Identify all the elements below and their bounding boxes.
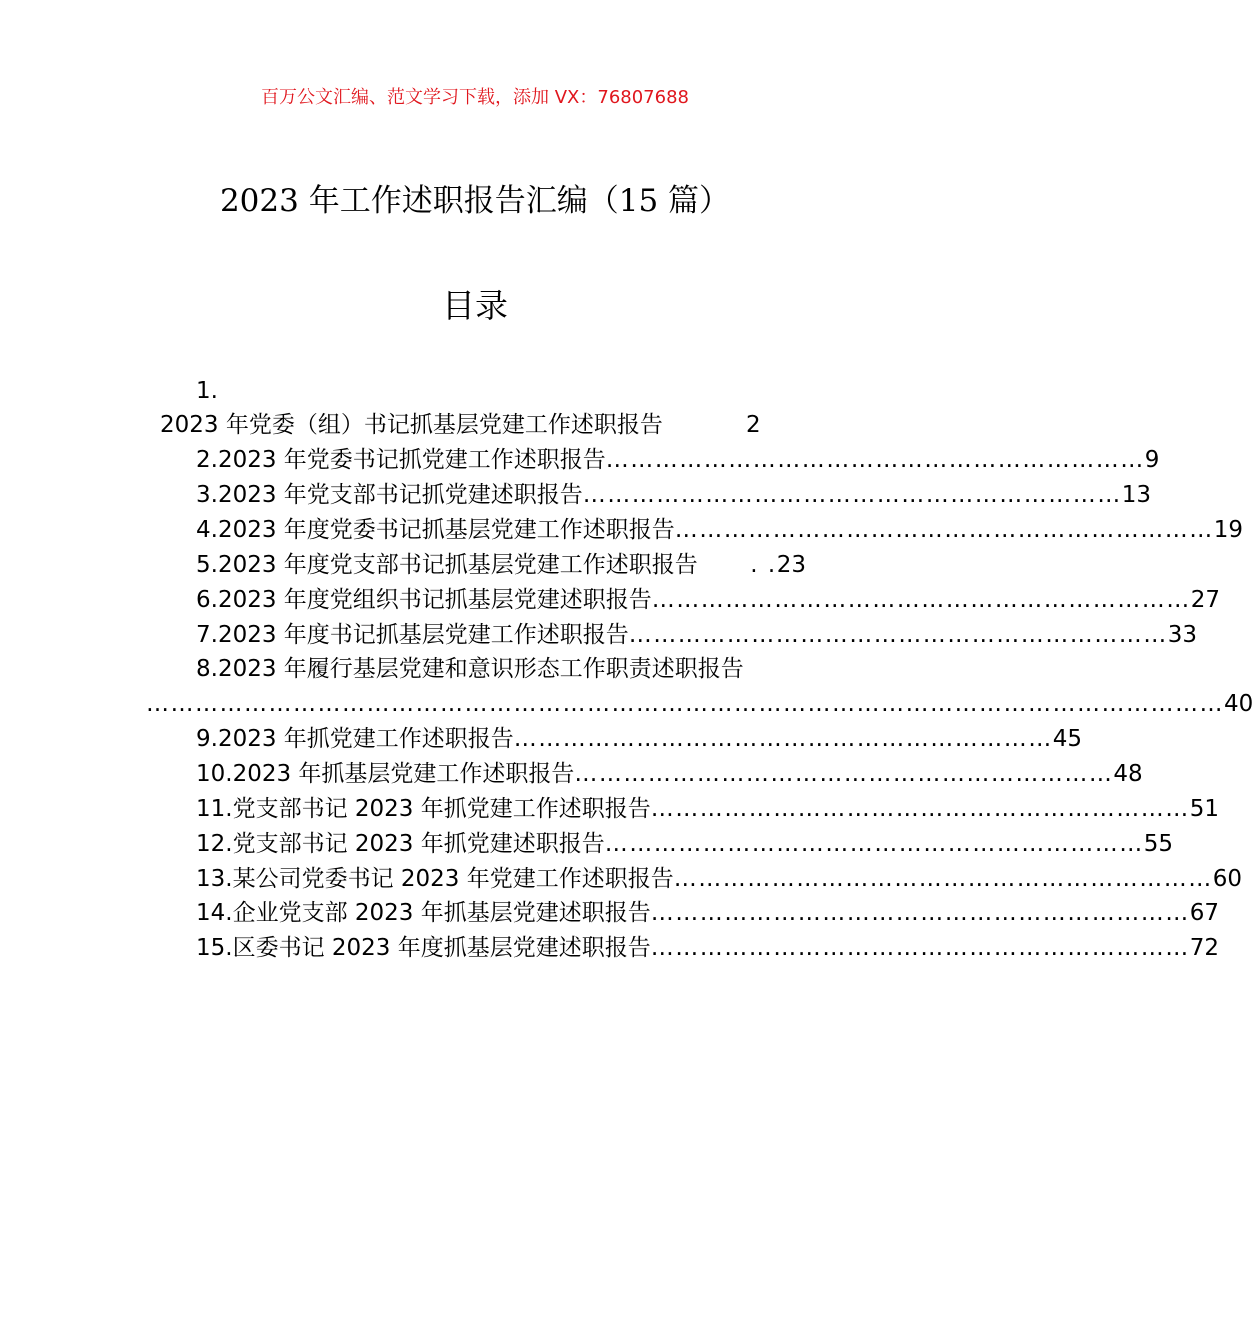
toc-entry-1-page[interactable]: 2 bbox=[746, 412, 761, 438]
toc-entry-page: 67 bbox=[1189, 900, 1220, 926]
toc-entry-title: 5.2023 年度党支部书记抓基层党建工作述职报告 bbox=[196, 552, 698, 578]
toc-heading: 目录 bbox=[442, 286, 508, 325]
toc-leader-dots: ………………………………………………………… bbox=[650, 796, 1190, 822]
toc-leader-dots: ………………………………………………………… bbox=[574, 761, 1114, 787]
toc-entry[interactable] bbox=[196, 759, 1143, 789]
toc-entry-title: 6.2023 年度党组织书记抓基层党建述职报告 bbox=[196, 587, 652, 613]
toc-leader-dots: ………………………………………………………… bbox=[604, 831, 1144, 857]
toc-entry[interactable] bbox=[196, 864, 1243, 894]
toc-leader-dots: ………………………………………………………… bbox=[673, 866, 1213, 892]
toc-entry-title: 14.企业党支部 2023 年抓基层党建述职报告 bbox=[196, 900, 651, 926]
toc-entry[interactable] bbox=[196, 898, 1220, 928]
toc-entry-page: 33 bbox=[1167, 622, 1198, 648]
toc-leader-dots: ………………………………………………………… bbox=[650, 900, 1190, 926]
toc-entry-page: 72 bbox=[1189, 935, 1220, 961]
toc-entry-page: 9 bbox=[1144, 447, 1160, 473]
toc-leader-dots: . . bbox=[750, 552, 777, 578]
toc-leader-dots: ………………………………………………………… bbox=[674, 517, 1214, 543]
toc-entry-page: 51 bbox=[1189, 796, 1220, 822]
toc-entry-page: 60 bbox=[1212, 866, 1243, 892]
toc-entry[interactable] bbox=[196, 445, 1160, 475]
toc-entry[interactable] bbox=[196, 933, 1220, 963]
toc-entry-page: 13 bbox=[1121, 482, 1152, 508]
toc-entry-page: 19 bbox=[1213, 517, 1244, 543]
toc-leader-dots: ………………………………………………………… bbox=[628, 622, 1168, 648]
title-middle: 年工作述职报告汇编（ bbox=[298, 183, 619, 219]
toc-entry-title: 3.2023 年党支部书记抓党建述职报告 bbox=[196, 482, 583, 508]
toc-entry[interactable] bbox=[196, 620, 1198, 650]
toc-entry-page: 48 bbox=[1113, 761, 1143, 787]
toc-entry-1-number[interactable]: 1. bbox=[196, 378, 218, 404]
toc-entry-title: 4.2023 年度党委书记抓基层党建工作述职报告 bbox=[196, 517, 675, 543]
title-count: 15 bbox=[618, 183, 659, 219]
toc-entry[interactable] bbox=[196, 480, 1152, 510]
toc-leader-dots: …………………………………………………………………………………………………………………… bbox=[146, 691, 1224, 717]
toc-entry-page: 27 bbox=[1190, 587, 1221, 613]
toc-entry[interactable] bbox=[196, 829, 1174, 859]
toc-entry-title: 2.2023 年党委书记抓党建工作述职报告 bbox=[196, 447, 606, 473]
toc-entry-title: 9.2023 年抓党建工作述职报告 bbox=[196, 726, 514, 752]
toc-entry-page: 40 bbox=[1224, 691, 1253, 717]
toc-entry-page: 55 bbox=[1143, 831, 1174, 857]
toc-entry[interactable] bbox=[196, 515, 1244, 545]
toc-entry-8-continuation[interactable] bbox=[146, 689, 1253, 719]
toc-leader-dots: ………………………………………………………… bbox=[651, 587, 1191, 613]
toc-leader-dots: ………………………………………………………… bbox=[650, 935, 1190, 961]
toc-entry-title: 13.某公司党委书记 2023 年党建工作述职报告 bbox=[196, 866, 674, 892]
title-end: 篇） bbox=[658, 183, 731, 219]
toc-entry[interactable] bbox=[196, 724, 1083, 754]
toc-entry-title: 15.区委书记 2023 年度抓基层党建述职报告 bbox=[196, 935, 651, 961]
toc-entry-page: 45 bbox=[1052, 726, 1083, 752]
toc-entry-page: 23 bbox=[776, 552, 806, 578]
toc-leader-dots: ………………………………………………………… bbox=[513, 726, 1053, 752]
toc-leader-dots: ………………………………………………………… bbox=[605, 447, 1145, 473]
toc-entry-title: 11.党支部书记 2023 年抓党建工作述职报告 bbox=[196, 796, 651, 822]
toc-entry[interactable] bbox=[196, 585, 1221, 615]
toc-entry-title: 10.2023 年抓基层党建工作述职报告 bbox=[196, 761, 575, 787]
toc-entry-title: 12.党支部书记 2023 年抓党建述职报告 bbox=[196, 831, 605, 857]
toc-entry-1-title[interactable]: 2023 年党委（组）书记抓基层党建工作述职报告 bbox=[160, 412, 663, 438]
toc-entry[interactable] bbox=[196, 550, 806, 580]
toc-entry-title: 7.2023 年度书记抓基层党建工作述职报告 bbox=[196, 622, 629, 648]
title-year: 2023 bbox=[219, 183, 299, 219]
header-note: 百万公文汇编、范文学习下载，添加 VX：76807688 bbox=[261, 87, 689, 108]
toc-entry[interactable] bbox=[196, 794, 1220, 824]
toc-leader-dots: ………………………………………………………… bbox=[582, 482, 1122, 508]
toc-entry-8-title[interactable]: 8.2023 年履行基层党建和意识形态工作职责述职报告 bbox=[196, 656, 744, 682]
